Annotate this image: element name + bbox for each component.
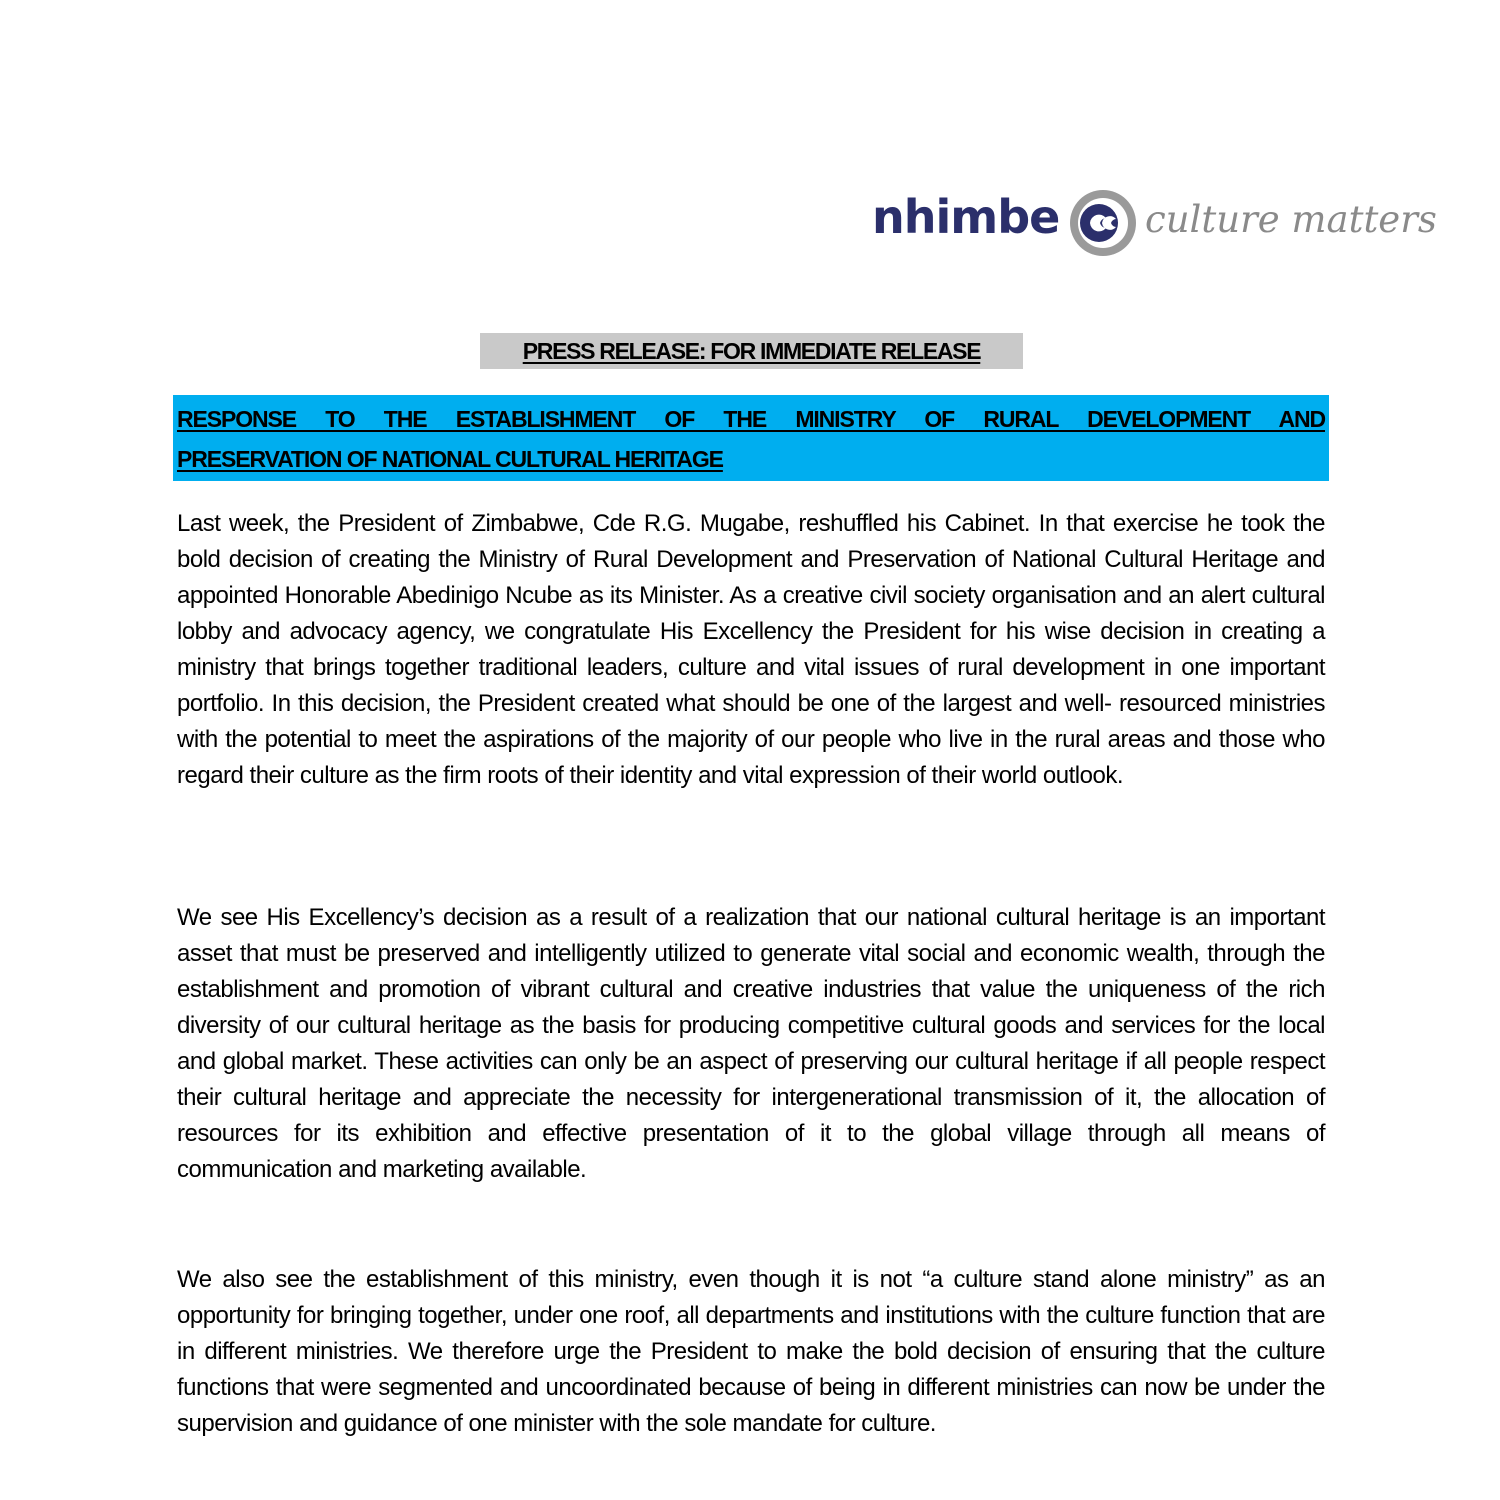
body-paragraph-1: Last week, the President of Zimbabwe, Cde R.G. Mugabe, reshuffled his Cabinet. In that exercise he took the bold decision of creating the Ministry of Rural Development and Preservation of National Cultural Heritage and appointed Honorable Abedinigo Ncube as its Minister. As a creative civil society organisation and an alert cultural lobby and advocacy agency, we congratulate His Excellency the President for his wise decision in creating a ministry that brings together traditional leaders, culture and vital issues of rural development in one important portfolio. In this decision, the President created what should be one of the largest and well- resourced ministries with the potential to meet the aspirations of the majority of our people who live in the rural areas and those who regard their culture as the firm roots of their identity and vital expression of their world outlook. [177, 510, 1325, 789]
nhimbe-logo [870, 183, 1437, 261]
body-paragraph-2: We see His Excellency’s decision as a result of a realization that our national cultural heritage is an important asset that must be preserved and intelligently utilized to generate vital social and economic wealth, through the establishment and promotion of vibrant cultural and creative industries that value the uniqueness of the rich diversity of our cultural heritage as the basis for producing competitive cultural goods and services for the local and global market. These activities can only be an aspect of preserving our cultural heritage if all people respect their cultural heritage and appreciate the necessity for intergenerational transmission of it, the allocation of resources for its exhibition and effective presentation of it to the global village through all means of communication and marketing available. [177, 904, 1325, 1183]
headline-banner [173, 395, 1329, 481]
nhimbe-swirl-logo-icon [1068, 188, 1138, 258]
headline-line-2: PRESERVATION OF NATIONAL CULTURAL HERITAGE [177, 446, 723, 472]
body-paragraph-3: We also see the establishment of this ministry, even though it is not “a culture stand alone ministry” as an opportunity for bringing together, under one roof, all departments and institutions with the culture function that are in different ministries. We therefore urge the President to make the bold decision of ensuring that the culture functions that were segmented and uncoordinated because of being in different ministries can now be under the supervision and guidance of one minister with the sole mandate for culture. [177, 1266, 1325, 1437]
logo-tagline: culture matters [1145, 198, 1437, 241]
press-release-label: PRESS RELEASE: FOR IMMEDIATE RELEASE [480, 333, 1023, 369]
headline-line-1: RESPONSE TO THE ESTABLISHMENT OF THE MINISTRY OF RURAL DEVELOPMENT AND [177, 406, 1325, 432]
logo-wordmark: nhimbe [872, 190, 1060, 244]
